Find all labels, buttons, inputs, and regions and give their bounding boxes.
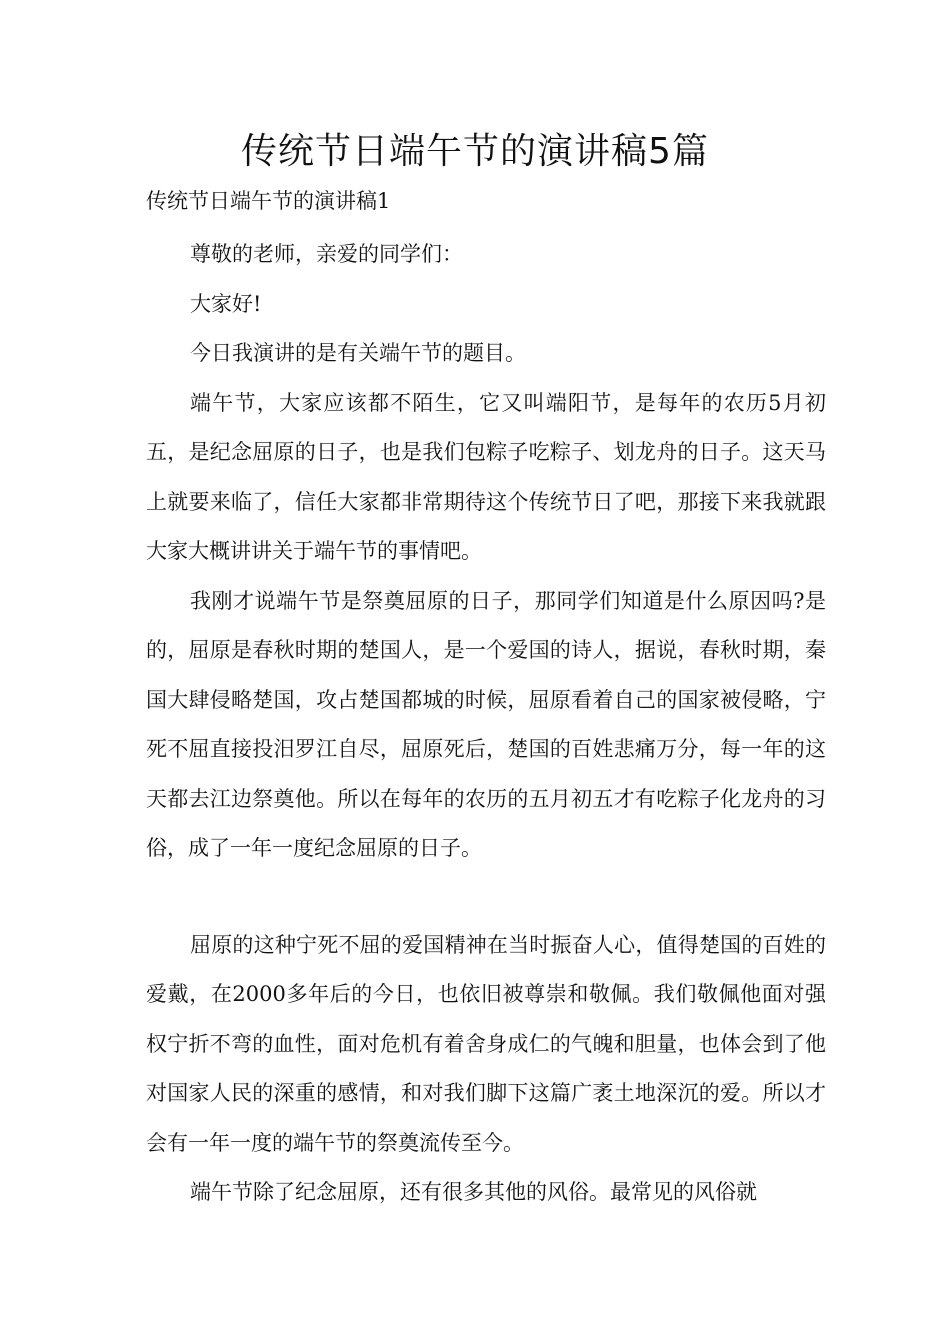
paragraph-intro: 端午节，大家应该都不陌生，它又叫端阳节，是每年的农历5月初五，是纪念屈原的日子，也是我们包粽子吃粽子、划龙舟的日子。这天马上就要来临了，信任大家都非常期待这个传统节日了吧，那接下来我就跟大家大概讲讲关于端午节的事情吧。 [146,390,826,563]
document-title: 传统节日端午节的演讲稿5篇 [241,131,709,172]
paragraph-history: 我刚才说端午节是祭奠屈原的日子，那同学们知道是什么原因吗?是的，屈原是春秋时期的楚国人，是一个爱国的诗人，据说，春秋时期，秦国大肆侵略楚国，攻占楚国都城的时候，屈原看着自己的国家被侵略，宁死不屈直接投汨罗江自尽，屈原死后，楚国的百姓悲痛万分，每一年的这天都去江边祭奠他。所以在每年的农历的五月初五才有吃粽子化龙舟的习俗，成了一年一度纪念屈原的日子。 [146,588,826,860]
paragraph-hello: 大家好! [190,291,262,316]
document-body [146,180,826,1218]
paragraph-customs: 端午节除了纪念屈原，还有很多其他的风俗。最常见的风俗就 [190,1180,757,1204]
paragraph-spirit: 屈原的这种宁死不屈的爱国精神在当时振奋人心，值得楚国的百姓的爱戴，在2000多年后的今日，也依旧被尊崇和敬佩。我们敬佩他面对强权宁折不弯的血性，面对危机有着舍身成仁的气魄和胆量，也体会到了他对国家人民的深重的感情，和对我们脚下这篇广袤土地深沉的爱。所以才会有一年一度的端午节的祭奠流传至今。 [146,932,826,1155]
paragraph-greeting: 尊敬的老师，亲爱的同学们： [190,242,463,266]
paragraph-topic: 今日我演讲的是有关端午节的题目。 [190,341,526,365]
speech-subtitle: 传统节日端午节的演讲稿1 [146,189,391,213]
paragraph-spacer [146,874,826,921]
